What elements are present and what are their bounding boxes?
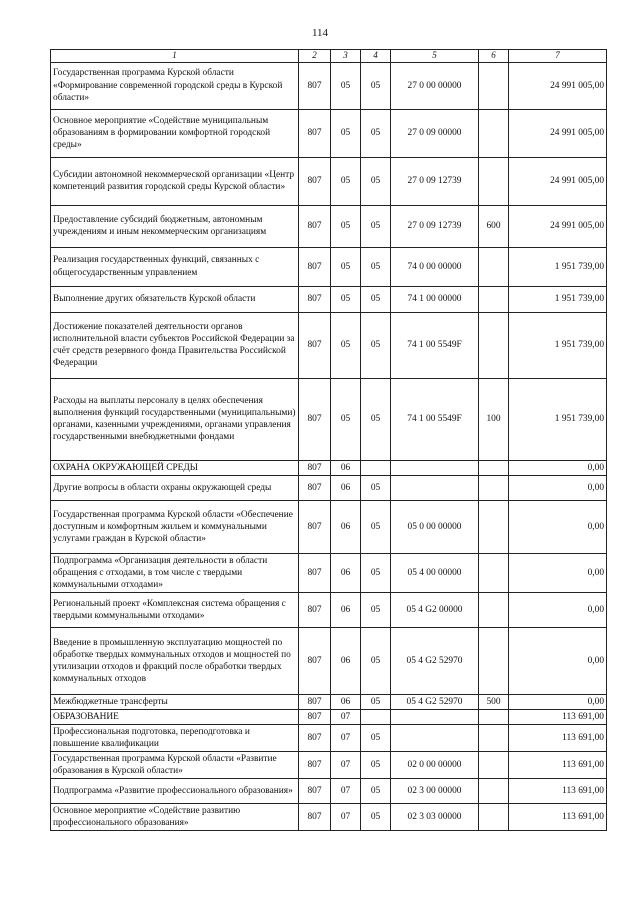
target-article: 27 0 09 12739 [391, 205, 479, 247]
target-article: 74 0 00 00000 [391, 247, 479, 286]
section-code: 05 [331, 247, 361, 286]
amount: 113 691,00 [509, 751, 607, 778]
amount: 24 991 005,00 [509, 109, 607, 157]
section-code: 06 [331, 592, 361, 627]
amount: 0,00 [509, 460, 607, 475]
section-code: 07 [331, 751, 361, 778]
section-code: 07 [331, 724, 361, 751]
admin-code: 807 [299, 592, 331, 627]
section-code: 06 [331, 475, 361, 500]
amount: 24 991 005,00 [509, 205, 607, 247]
amount: 24 991 005,00 [509, 62, 607, 109]
column-header: 6 [479, 50, 509, 63]
admin-code: 807 [299, 205, 331, 247]
amount: 113 691,00 [509, 803, 607, 830]
table-row [51, 205, 607, 247]
row-name: Подпрограмма «Организация деятельности в области обращения с отходами, в том числе с твердыми коммунальными отходами» [51, 553, 299, 592]
subsection-code [361, 709, 391, 724]
expense-type [479, 778, 509, 803]
column-header: 2 [299, 50, 331, 63]
table-row [51, 460, 607, 475]
expense-type [479, 247, 509, 286]
row-name: Реализация государственных функций, связанных с общегосударственным управлением [51, 247, 299, 286]
section-code: 05 [331, 157, 361, 205]
admin-code: 807 [299, 500, 331, 553]
amount: 1 951 739,00 [509, 286, 607, 312]
section-code: 05 [331, 286, 361, 312]
subsection-code: 05 [361, 205, 391, 247]
table-row [51, 286, 607, 312]
section-code: 06 [331, 500, 361, 553]
table-row [51, 157, 607, 205]
admin-code: 807 [299, 751, 331, 778]
column-header: 7 [509, 50, 607, 63]
row-name: ОБРАЗОВАНИЕ [51, 709, 299, 724]
subsection-code: 05 [361, 553, 391, 592]
subsection-code: 05 [361, 627, 391, 694]
expense-type [479, 592, 509, 627]
subsection-code: 05 [361, 592, 391, 627]
admin-code: 807 [299, 724, 331, 751]
admin-code: 807 [299, 286, 331, 312]
row-name: Государственная программа Курской области «Развитие образования в Курской области» [51, 751, 299, 778]
section-code: 05 [331, 312, 361, 378]
admin-code: 807 [299, 475, 331, 500]
amount: 0,00 [509, 694, 607, 709]
table-row [51, 500, 607, 553]
section-code: 05 [331, 378, 361, 460]
admin-code: 807 [299, 109, 331, 157]
row-name: ОХРАНА ОКРУЖАЮЩЕЙ СРЕДЫ [51, 460, 299, 475]
target-article: 27 0 09 12739 [391, 157, 479, 205]
page-number: 114 [311, 27, 329, 39]
amount: 113 691,00 [509, 778, 607, 803]
expense-type [479, 803, 509, 830]
admin-code: 807 [299, 553, 331, 592]
subsection-code: 05 [361, 62, 391, 109]
subsection-code: 05 [361, 286, 391, 312]
table-row [51, 378, 607, 460]
expense-type: 100 [479, 378, 509, 460]
table-row [51, 778, 607, 803]
target-article: 02 3 00 00000 [391, 778, 479, 803]
target-article: 27 0 09 00000 [391, 109, 479, 157]
column-header: 3 [331, 50, 361, 63]
subsection-code: 05 [361, 694, 391, 709]
table-row [51, 247, 607, 286]
admin-code: 807 [299, 157, 331, 205]
target-article: 74 1 00 5549F [391, 312, 479, 378]
table-row [51, 709, 607, 724]
admin-code: 807 [299, 627, 331, 694]
admin-code: 807 [299, 247, 331, 286]
table-row [51, 592, 607, 627]
row-name: Профессиональная подготовка, переподготовка и повышение квалификации [51, 724, 299, 751]
section-code: 07 [331, 709, 361, 724]
target-article: 02 3 03 00000 [391, 803, 479, 830]
expense-type: 500 [479, 694, 509, 709]
admin-code: 807 [299, 312, 331, 378]
expense-type [479, 475, 509, 500]
expense-type: 600 [479, 205, 509, 247]
subsection-code: 05 [361, 312, 391, 378]
table-row [51, 751, 607, 778]
target-article [391, 475, 479, 500]
column-number-row [51, 50, 607, 63]
section-code: 05 [331, 109, 361, 157]
admin-code: 807 [299, 62, 331, 109]
expense-type [479, 286, 509, 312]
expense-type [479, 751, 509, 778]
admin-code: 807 [299, 709, 331, 724]
section-code: 06 [331, 553, 361, 592]
column-header: 5 [391, 50, 479, 63]
expense-type [479, 157, 509, 205]
subsection-code: 05 [361, 778, 391, 803]
expense-type [479, 500, 509, 553]
target-article: 02 0 00 00000 [391, 751, 479, 778]
subsection-code: 05 [361, 803, 391, 830]
table-row [51, 803, 607, 830]
target-article: 05 4 G2 52970 [391, 694, 479, 709]
subsection-code: 05 [361, 109, 391, 157]
section-code: 07 [331, 803, 361, 830]
amount: 113 691,00 [509, 724, 607, 751]
amount: 24 991 005,00 [509, 157, 607, 205]
subsection-code: 05 [361, 724, 391, 751]
subsection-code: 05 [361, 247, 391, 286]
subsection-code: 05 [361, 378, 391, 460]
admin-code: 807 [299, 460, 331, 475]
section-code: 05 [331, 62, 361, 109]
amount: 1 951 739,00 [509, 247, 607, 286]
section-code: 06 [331, 694, 361, 709]
row-name: Субсидии автономной некоммерческой организации «Центр компетенций развития городской среды Курской области» [51, 157, 299, 205]
row-name: Подпрограмма «Развитие профессионального образования» [51, 778, 299, 803]
admin-code: 807 [299, 778, 331, 803]
subsection-code: 05 [361, 157, 391, 205]
amount: 1 951 739,00 [509, 378, 607, 460]
table-row [51, 553, 607, 592]
target-article: 74 1 00 00000 [391, 286, 479, 312]
amount: 113 691,00 [509, 709, 607, 724]
column-header: 1 [51, 50, 299, 63]
amount: 0,00 [509, 475, 607, 500]
table-row [51, 475, 607, 500]
budget-table [50, 49, 607, 831]
amount: 0,00 [509, 592, 607, 627]
subsection-code: 05 [361, 751, 391, 778]
amount: 0,00 [509, 553, 607, 592]
table-row [51, 62, 607, 109]
section-code: 07 [331, 778, 361, 803]
table-row [51, 694, 607, 709]
row-name: Основное мероприятие «Содействие муниципальным образованиям в формировании комфортной городской среды» [51, 109, 299, 157]
target-article: 05 4 G2 52970 [391, 627, 479, 694]
section-code: 06 [331, 627, 361, 694]
amount: 0,00 [509, 627, 607, 694]
table-body [51, 62, 607, 830]
column-header: 4 [361, 50, 391, 63]
amount: 1 951 739,00 [509, 312, 607, 378]
target-article: 27 0 00 00000 [391, 62, 479, 109]
table-row [51, 312, 607, 378]
target-article: 05 4 G2 00000 [391, 592, 479, 627]
row-name: Основное мероприятие «Содействие развитию профессионального образования» [51, 803, 299, 830]
expense-type [479, 709, 509, 724]
row-name: Предоставление субсидий бюджетным, автономным учреждениям и иным некоммерческим организациям [51, 205, 299, 247]
subsection-code: 05 [361, 475, 391, 500]
target-article: 74 1 00 5549F [391, 378, 479, 460]
expense-type [479, 109, 509, 157]
admin-code: 807 [299, 694, 331, 709]
expense-type [479, 62, 509, 109]
row-name: Региональный проект «Комплексная система обращения с твердыми коммунальными отходами» [51, 592, 299, 627]
expense-type [479, 553, 509, 592]
admin-code: 807 [299, 803, 331, 830]
table-row [51, 627, 607, 694]
target-article [391, 460, 479, 475]
admin-code: 807 [299, 378, 331, 460]
row-name: Государственная программа Курской области «Обеспечение доступным и комфортным жильем и коммунальными услугами граждан в Курской области» [51, 500, 299, 553]
section-code: 06 [331, 460, 361, 475]
expense-type [479, 627, 509, 694]
section-code: 05 [331, 205, 361, 247]
target-article: 05 0 00 00000 [391, 500, 479, 553]
row-name: Достижение показателей деятельности органов исполнительной власти субъектов Российской Федерации за счёт средств резервного фонда Правительства Российской Федерации [51, 312, 299, 378]
row-name: Расходы на выплаты персоналу в целях обеспечения выполнения функций государственными (муниципальными) органами, казенными учреждениями, органами управления государственными внебюджетными фондами [51, 378, 299, 460]
expense-type [479, 460, 509, 475]
expense-type [479, 724, 509, 751]
row-name: Межбюджетные трансферты [51, 694, 299, 709]
subsection-code [361, 460, 391, 475]
row-name: Введение в промышленную эксплуатацию мощностей по обработке твердых коммунальных отходов и мощностей по утилизации отходов и фракций после обработки твердых коммунальных отходов [51, 627, 299, 694]
target-article: 05 4 00 00000 [391, 553, 479, 592]
target-article [391, 724, 479, 751]
target-article [391, 709, 479, 724]
table-row [51, 724, 607, 751]
row-name: Другие вопросы в области охраны окружающей среды [51, 475, 299, 500]
amount: 0,00 [509, 500, 607, 553]
row-name: Выполнение других обязательств Курской области [51, 286, 299, 312]
row-name: Государственная программа Курской области «Формирование современной городской среды в Курской области» [51, 62, 299, 109]
table-row [51, 109, 607, 157]
subsection-code: 05 [361, 500, 391, 553]
expense-type [479, 312, 509, 378]
